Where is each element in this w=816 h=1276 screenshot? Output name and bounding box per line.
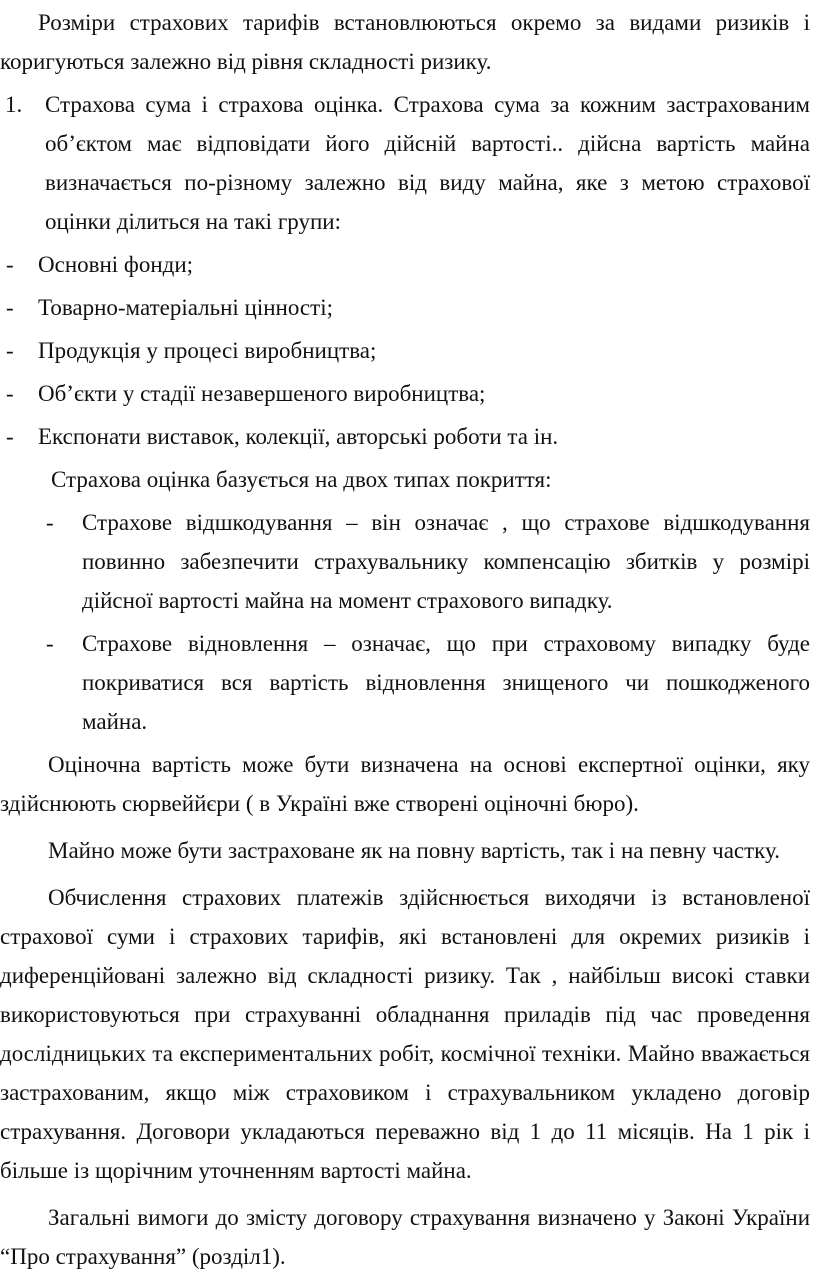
- paragraph: Оціночна вартість може бути визначена на основі експертної оцінки, яку здійснюють сюрвеййєри ( в Україні вже створені оціночні бюро).: [0, 752, 810, 816]
- list-item-text: Основні фонди;: [38, 252, 194, 277]
- coverage-item: [0, 624, 810, 741]
- dash-marker: -: [6, 424, 14, 449]
- list-item-text: Продукція у процесі виробництва;: [38, 338, 377, 363]
- paragraph: Обчислення страхових платежів здійснюється виходячи із встановленої страхової суми і страхових тарифів, які встановлені для окремих ризиків і диференційовані залежно від складності ризику. Так , найбільш високі ставки використовуються при страхуванні обладнання приладів під час проведення дослідницьких та експериментальних робіт, космічної техніки. Майно вважається застрахованим, якщо між страховиком і страхувальником укладено договір страхування. Договори укладаються переважно від 1 до 11 місяців. На 1 рік і більше із щорічним уточненням вартості майна.: [0, 885, 810, 1183]
- numbered-item: [0, 85, 810, 241]
- coverage-intro: Страхова оцінка базується на двох типах покриття:: [51, 467, 552, 492]
- item-text: Страхова сума і страхова оцінка. Страхова сума за кожним застрахованим об’єктом має відповідати його дійсній вартості.. дійсна вартість майна визначається по-різному залежно від виду майна, яке з метою страхової оцінки ділиться на такі групи:: [45, 92, 810, 234]
- list-item-text: Товарно-матеріальні цінності;: [38, 295, 333, 320]
- list-item: [0, 417, 810, 456]
- list-item: [0, 245, 810, 284]
- intro-paragraph: Розміри страхових тарифів встановлюються окремо за видами ризиків і коригуються залежно від рівня складності ризику.: [0, 10, 810, 74]
- list-item: [0, 288, 810, 327]
- dash-marker: -: [6, 252, 14, 277]
- coverage-item-text: Страхове відновлення – означає, що при страховому випадку буде покриватися вся вартість відновлення знищеного чи пошкодженого майна.: [82, 631, 810, 734]
- dash-marker: -: [6, 381, 14, 406]
- dash-marker: -: [46, 510, 54, 535]
- list-item: [0, 331, 810, 370]
- list-item-text: Об’єкти у стадії незавершеного виробництва;: [38, 381, 486, 406]
- list-item-text: Експонати виставок, колекції, авторські роботи та ін.: [38, 424, 559, 449]
- paragraph: Майно може бути застраховане як на повну вартість, так і на певну частку.: [48, 838, 780, 863]
- item-number: 1.: [5, 92, 23, 117]
- coverage-item-text: Страхове відшкодування – він означає , що страхове відшкодування повинно забезпечити страхувальнику компенсацію збитків у розмірі дійсної вартості майна на момент страхового випадку.: [82, 510, 810, 613]
- dash-marker: -: [46, 631, 54, 656]
- dash-marker: -: [6, 338, 14, 363]
- coverage-item: [0, 503, 810, 620]
- list-item: [0, 374, 810, 413]
- paragraph: Загальні вимоги до змісту договору страхування визначено у Законі України “Про страхування” (розділ1).: [0, 1205, 810, 1269]
- dash-marker: -: [6, 295, 14, 320]
